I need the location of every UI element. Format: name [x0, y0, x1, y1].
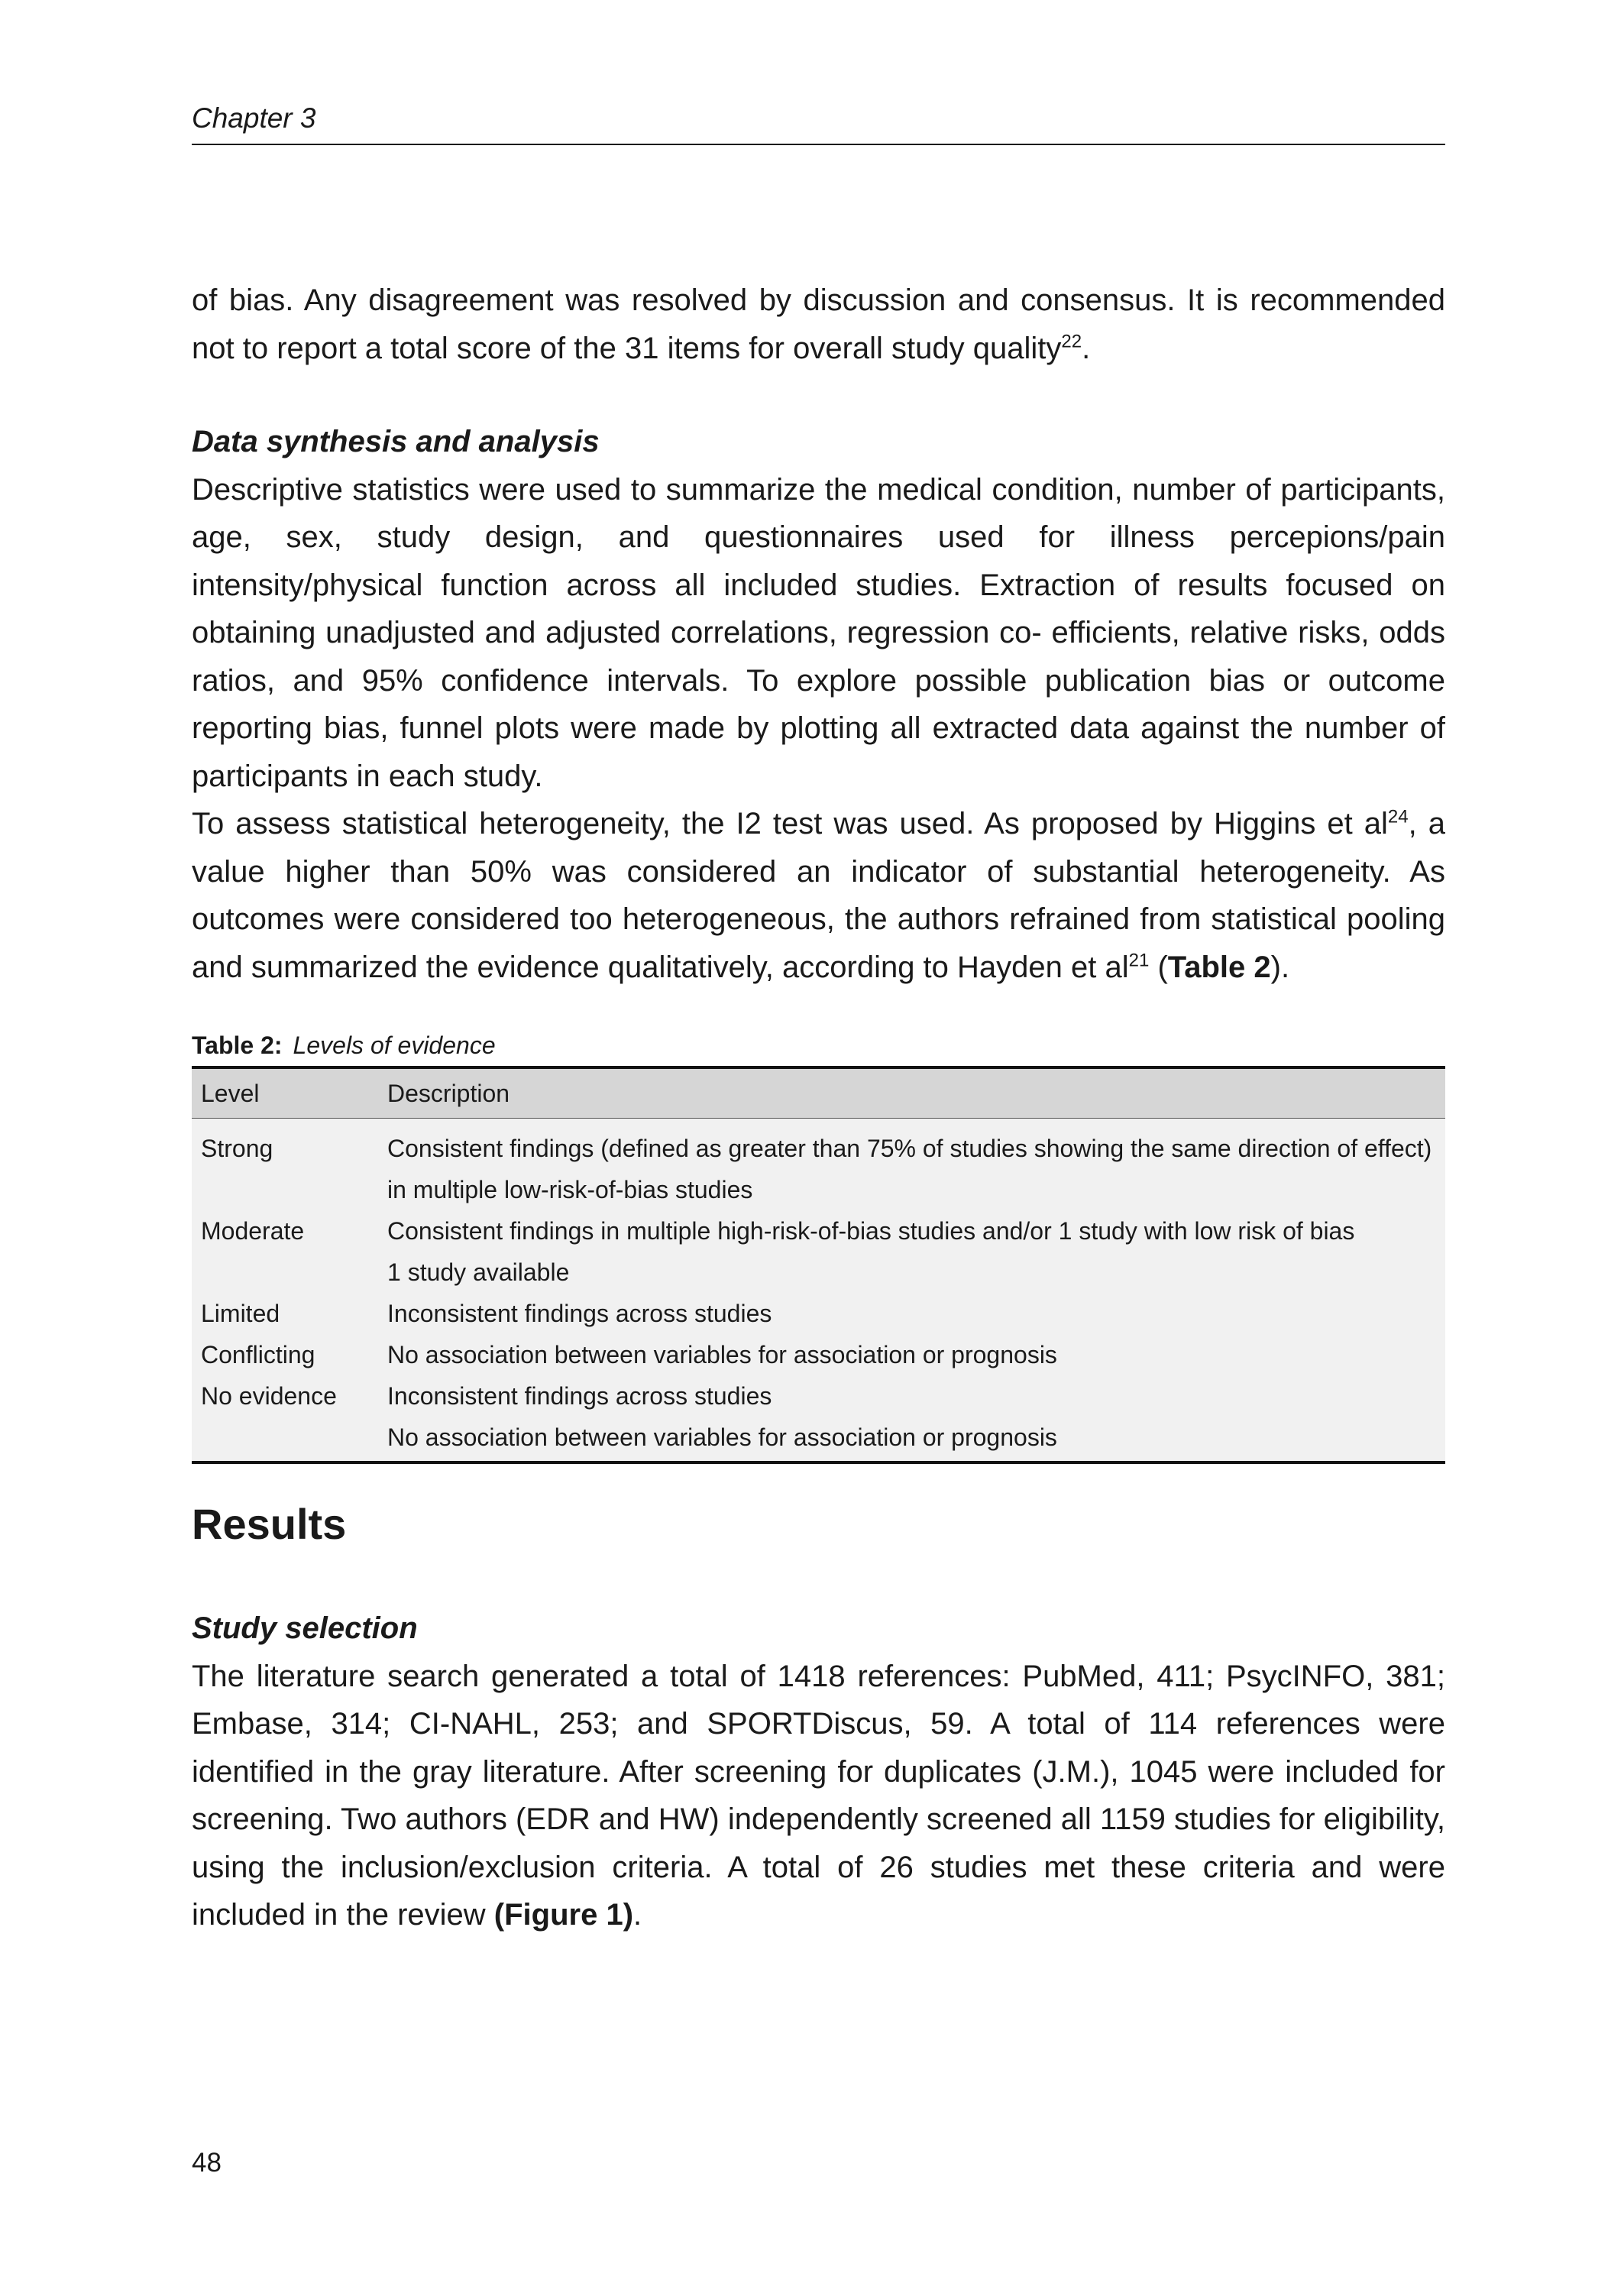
- table-row: [192, 1169, 1445, 1210]
- level-cell: [192, 1417, 378, 1462]
- table-caption: [192, 1028, 496, 1063]
- description-cell: Inconsistent findings across studies: [387, 1382, 772, 1410]
- table-row: [192, 1375, 1445, 1417]
- page-number: 48: [192, 2148, 222, 2178]
- table-title: Levels of evidence: [293, 1032, 496, 1059]
- intro-paragraph: [192, 277, 1445, 372]
- description-cell: No association between variables for association or prognosis: [387, 1341, 1057, 1368]
- column-header-description: Description: [378, 1067, 1445, 1119]
- reference-superscript: 24: [1387, 806, 1409, 827]
- study-selection-text: The literature search generated a total of 1418 references: PubMed, 411; PsycINFO, 381; Embase, 314; CI-NAHL, 253; and SPORTDiscus, 59. A total of 114 references were identified in the gray literature. After screening for duplicates (J.M.), 1045 were included for screening. Two authors (EDR and HW) independently screened all 1159 studies for eligibility, using the inclusion/exclusion criteria. A total of 26 studies met these criteria and were included in the review: [192, 1659, 1445, 1932]
- table-row: [192, 1210, 1445, 1252]
- table-row: [192, 1334, 1445, 1375]
- reference-superscript: 22: [1061, 331, 1082, 352]
- data-synthesis-heading: Data synthesis and analysis: [192, 425, 600, 458]
- description-cell: in multiple low-risk-of-bias studies: [387, 1176, 753, 1203]
- header-rule: [192, 144, 1445, 145]
- intro-text: of bias. Any disagreement was resolved by discussion and consensus. It is recommended not to report a total score of the 31 items for overall study quality: [192, 283, 1445, 365]
- table-row: [192, 1293, 1445, 1334]
- level-cell: [192, 1252, 378, 1293]
- levels-of-evidence-table: [192, 1066, 1445, 1464]
- description-cell: Inconsistent findings across studies: [387, 1300, 772, 1327]
- study-selection-end: .: [633, 1898, 642, 1932]
- level-cell: Limited: [201, 1300, 280, 1327]
- heterogeneity-text-c: (: [1149, 950, 1168, 984]
- table-reference: Table 2: [1167, 950, 1271, 984]
- heterogeneity-text-b: , a value higher than 50% was considered an indicator of substantial heterogeneity. As outcomes were considered too heterogeneous, the authors refrained from statistical pooling and summarized the evidence qualitatively, according to Hayden et al: [192, 807, 1445, 984]
- chapter-label: Chapter 3: [192, 102, 316, 134]
- description-cell: No association between variables for association or prognosis: [378, 1417, 1445, 1462]
- reference-superscript: 21: [1128, 950, 1150, 971]
- study-selection-heading: Study selection: [192, 1611, 418, 1645]
- table-header-row: [192, 1067, 1445, 1119]
- data-synthesis-section: [192, 418, 1445, 800]
- table-row: [192, 1119, 1445, 1170]
- level-cell: Moderate: [201, 1217, 305, 1245]
- results-heading: Results: [192, 1500, 347, 1548]
- intro-end: .: [1082, 331, 1091, 365]
- table-label: Table 2:: [192, 1032, 283, 1059]
- level-cell: Strong: [201, 1135, 273, 1162]
- level-cell: No evidence: [201, 1382, 337, 1410]
- heterogeneity-text-d: ).: [1270, 950, 1290, 984]
- description-cell: Consistent findings in multiple high-risk-of-bias studies and/or 1 study with low risk of bias: [387, 1217, 1355, 1245]
- column-header-level: Level: [192, 1067, 378, 1119]
- table-row: [192, 1252, 1445, 1293]
- running-header: [192, 101, 1445, 136]
- data-synthesis-paragraph: Descriptive statistics were used to summarize the medical condition, number of participants, age, sex, study design, and questionnaires used for illness percepions/pain intensity/physical function across all included studies. Extraction of results focused on obtaining unadjusted and adjusted correlations, regression co- efficients, relative risks, odds ratios, and 95% confidence intervals. To explore possible publication bias or outcome reporting bias, funnel plots were made by plotting all extracted data against the number of participants in each study.: [192, 472, 1445, 793]
- heterogeneity-paragraph: [192, 800, 1445, 991]
- description-cell: 1 study available: [387, 1258, 570, 1286]
- table-row: [192, 1417, 1445, 1462]
- figure-reference: (Figure 1): [493, 1898, 634, 1932]
- heterogeneity-text-a: To assess statistical heterogeneity, the I2 test was used. As proposed by Higgins et al: [192, 807, 1388, 840]
- description-cell: Consistent findings (defined as greater than 75% of studies showing the same direction of effect): [387, 1135, 1432, 1162]
- level-cell: Conflicting: [201, 1341, 315, 1368]
- study-selection-section: [192, 1605, 1445, 1939]
- level-cell: [192, 1169, 378, 1210]
